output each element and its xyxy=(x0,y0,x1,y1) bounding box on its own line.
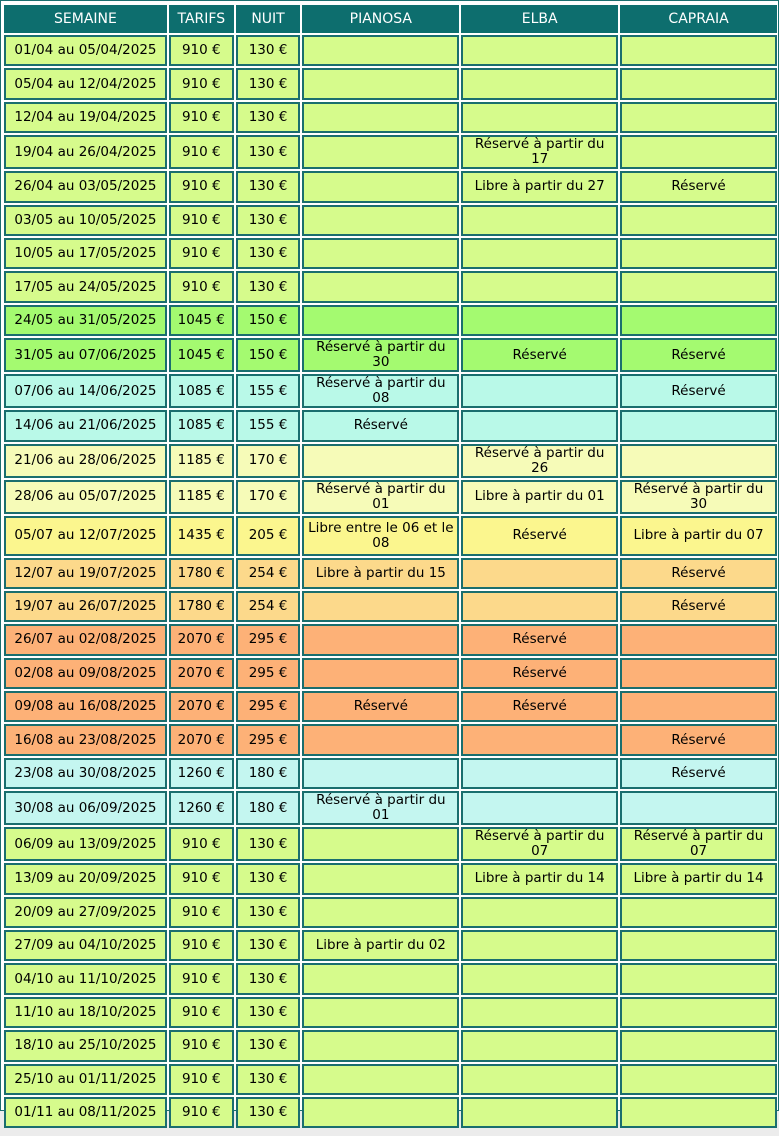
cell-tarif: 910 € xyxy=(169,205,234,236)
cell-week: 10/05 au 17/05/2025 xyxy=(4,238,167,269)
table-row xyxy=(4,791,777,825)
cell-nuit: 130 € xyxy=(236,1064,301,1095)
cell-pianosa: Libre entre le 06 et le 08 xyxy=(302,516,459,556)
cell-week: 14/06 au 21/06/2025 xyxy=(4,410,167,441)
table-row xyxy=(4,558,777,589)
cell-week: 06/09 au 13/09/2025 xyxy=(4,827,167,861)
cell-elba: Réservé xyxy=(461,691,618,722)
cell-pianosa xyxy=(302,624,459,655)
cell-nuit: 295 € xyxy=(236,691,301,722)
cell-tarif: 1260 € xyxy=(169,791,234,825)
cell-pianosa xyxy=(302,1097,459,1128)
cell-elba xyxy=(461,205,618,236)
cell-week: 12/04 au 19/04/2025 xyxy=(4,102,167,133)
cell-tarif: 910 € xyxy=(169,997,234,1028)
table-row xyxy=(4,1097,777,1128)
cell-elba: Libre à partir du 14 xyxy=(461,863,618,894)
cell-pianosa: Réservé à partir du 01 xyxy=(302,791,459,825)
table-row xyxy=(4,171,777,202)
cell-pianosa xyxy=(302,897,459,928)
table-row xyxy=(4,624,777,655)
header-pianosa: PIANOSA xyxy=(302,5,459,33)
cell-nuit: 295 € xyxy=(236,724,301,755)
cell-capraia xyxy=(620,410,777,441)
cell-nuit: 130 € xyxy=(236,827,301,861)
cell-week: 05/07 au 12/07/2025 xyxy=(4,516,167,556)
cell-week: 19/04 au 26/04/2025 xyxy=(4,135,167,169)
header-row xyxy=(4,5,777,33)
cell-tarif: 1185 € xyxy=(169,444,234,478)
cell-nuit: 130 € xyxy=(236,997,301,1028)
cell-elba xyxy=(461,963,618,994)
cell-elba: Libre à partir du 01 xyxy=(461,480,618,514)
cell-nuit: 130 € xyxy=(236,963,301,994)
cell-nuit: 130 € xyxy=(236,171,301,202)
table-row xyxy=(4,444,777,478)
cell-elba: Libre à partir du 27 xyxy=(461,171,618,202)
cell-week: 04/10 au 11/10/2025 xyxy=(4,963,167,994)
cell-capraia: Réservé à partir du 30 xyxy=(620,480,777,514)
cell-week: 23/08 au 30/08/2025 xyxy=(4,758,167,789)
cell-pianosa xyxy=(302,1064,459,1095)
table-row xyxy=(4,374,777,408)
cell-week: 16/08 au 23/08/2025 xyxy=(4,724,167,755)
table-row xyxy=(4,658,777,689)
cell-tarif: 910 € xyxy=(169,238,234,269)
cell-pianosa xyxy=(302,444,459,478)
cell-capraia: Réservé xyxy=(620,374,777,408)
cell-week: 03/05 au 10/05/2025 xyxy=(4,205,167,236)
cell-tarif: 910 € xyxy=(169,827,234,861)
cell-tarif: 1260 € xyxy=(169,758,234,789)
cell-capraia xyxy=(620,305,777,336)
cell-week: 17/05 au 24/05/2025 xyxy=(4,271,167,302)
cell-elba: Réservé xyxy=(461,516,618,556)
cell-elba xyxy=(461,724,618,755)
table-row xyxy=(4,305,777,336)
table-row xyxy=(4,897,777,928)
cell-elba: Réservé à partir du 17 xyxy=(461,135,618,169)
cell-elba xyxy=(461,1030,618,1061)
cell-pianosa xyxy=(302,171,459,202)
cell-tarif: 1045 € xyxy=(169,338,234,372)
table-row xyxy=(4,205,777,236)
cell-capraia xyxy=(620,1097,777,1128)
cell-tarif: 910 € xyxy=(169,102,234,133)
table-row xyxy=(4,516,777,556)
cell-tarif: 2070 € xyxy=(169,658,234,689)
cell-pianosa xyxy=(302,658,459,689)
cell-capraia xyxy=(620,897,777,928)
cell-capraia xyxy=(620,102,777,133)
cell-elba xyxy=(461,238,618,269)
cell-capraia xyxy=(620,691,777,722)
cell-nuit: 295 € xyxy=(236,624,301,655)
cell-tarif: 910 € xyxy=(169,68,234,99)
cell-nuit: 130 € xyxy=(236,135,301,169)
cell-elba xyxy=(461,897,618,928)
cell-nuit: 150 € xyxy=(236,338,301,372)
cell-nuit: 254 € xyxy=(236,558,301,589)
cell-pianosa xyxy=(302,271,459,302)
cell-week: 05/04 au 12/04/2025 xyxy=(4,68,167,99)
cell-nuit: 130 € xyxy=(236,102,301,133)
cell-tarif: 2070 € xyxy=(169,691,234,722)
cell-nuit: 130 € xyxy=(236,1030,301,1061)
header-nuit: NUIT xyxy=(236,5,301,33)
cell-week: 25/10 au 01/11/2025 xyxy=(4,1064,167,1095)
cell-tarif: 2070 € xyxy=(169,624,234,655)
cell-capraia xyxy=(620,1030,777,1061)
cell-elba xyxy=(461,271,618,302)
cell-elba xyxy=(461,1097,618,1128)
cell-elba xyxy=(461,1064,618,1095)
table-row xyxy=(4,691,777,722)
cell-elba: Réservé xyxy=(461,624,618,655)
cell-week: 31/05 au 07/06/2025 xyxy=(4,338,167,372)
cell-nuit: 155 € xyxy=(236,374,301,408)
cell-capraia xyxy=(620,930,777,961)
table-row xyxy=(4,68,777,99)
cell-capraia xyxy=(620,1064,777,1095)
table-row xyxy=(4,238,777,269)
cell-pianosa: Réservé xyxy=(302,691,459,722)
table-row xyxy=(4,102,777,133)
cell-capraia xyxy=(620,444,777,478)
cell-elba xyxy=(461,997,618,1028)
cell-elba: Réservé xyxy=(461,338,618,372)
cell-capraia xyxy=(620,624,777,655)
table-row xyxy=(4,480,777,514)
cell-pianosa: Réservé xyxy=(302,410,459,441)
cell-tarif: 910 € xyxy=(169,35,234,66)
cell-pianosa: Réservé à partir du 01 xyxy=(302,480,459,514)
table-row xyxy=(4,591,777,622)
cell-pianosa xyxy=(302,758,459,789)
cell-elba xyxy=(461,305,618,336)
cell-nuit: 180 € xyxy=(236,758,301,789)
cell-pianosa xyxy=(302,591,459,622)
cell-capraia xyxy=(620,658,777,689)
cell-week: 01/04 au 05/04/2025 xyxy=(4,35,167,66)
cell-elba xyxy=(461,68,618,99)
table-row xyxy=(4,863,777,894)
cell-week: 01/11 au 08/11/2025 xyxy=(4,1097,167,1128)
cell-week: 13/09 au 20/09/2025 xyxy=(4,863,167,894)
cell-tarif: 910 € xyxy=(169,1064,234,1095)
cell-tarif: 910 € xyxy=(169,930,234,961)
cell-elba xyxy=(461,591,618,622)
cell-nuit: 155 € xyxy=(236,410,301,441)
cell-pianosa xyxy=(302,1030,459,1061)
cell-tarif: 910 € xyxy=(169,171,234,202)
table-row xyxy=(4,135,777,169)
cell-week: 12/07 au 19/07/2025 xyxy=(4,558,167,589)
cell-pianosa xyxy=(302,238,459,269)
table-row xyxy=(4,997,777,1028)
cell-nuit: 205 € xyxy=(236,516,301,556)
cell-elba: Réservé xyxy=(461,658,618,689)
cell-tarif: 1185 € xyxy=(169,480,234,514)
cell-tarif: 1780 € xyxy=(169,558,234,589)
header-elba: ELBA xyxy=(461,5,618,33)
cell-week: 26/07 au 02/08/2025 xyxy=(4,624,167,655)
cell-elba xyxy=(461,410,618,441)
cell-pianosa xyxy=(302,102,459,133)
cell-nuit: 254 € xyxy=(236,591,301,622)
cell-pianosa xyxy=(302,997,459,1028)
cell-capraia xyxy=(620,35,777,66)
cell-nuit: 130 € xyxy=(236,1097,301,1128)
cell-week: 30/08 au 06/09/2025 xyxy=(4,791,167,825)
cell-pianosa xyxy=(302,35,459,66)
table-row xyxy=(4,410,777,441)
cell-week: 11/10 au 18/10/2025 xyxy=(4,997,167,1028)
cell-elba: Réservé à partir du 07 xyxy=(461,827,618,861)
cell-nuit: 130 € xyxy=(236,863,301,894)
cell-nuit: 170 € xyxy=(236,480,301,514)
table-row xyxy=(4,758,777,789)
cell-capraia: Réservé xyxy=(620,724,777,755)
cell-pianosa xyxy=(302,863,459,894)
cell-capraia xyxy=(620,205,777,236)
cell-capraia xyxy=(620,135,777,169)
cell-nuit: 130 € xyxy=(236,930,301,961)
cell-capraia: Libre à partir du 07 xyxy=(620,516,777,556)
table-row xyxy=(4,338,777,372)
cell-capraia: Réservé xyxy=(620,758,777,789)
cell-tarif: 1085 € xyxy=(169,410,234,441)
cell-week: 07/06 au 14/06/2025 xyxy=(4,374,167,408)
cell-tarif: 910 € xyxy=(169,271,234,302)
cell-nuit: 170 € xyxy=(236,444,301,478)
cell-elba: Réservé à partir du 26 xyxy=(461,444,618,478)
cell-nuit: 130 € xyxy=(236,68,301,99)
table-row xyxy=(4,724,777,755)
cell-tarif: 910 € xyxy=(169,1097,234,1128)
cell-capraia xyxy=(620,271,777,302)
table-row xyxy=(4,35,777,66)
cell-capraia xyxy=(620,791,777,825)
cell-nuit: 150 € xyxy=(236,305,301,336)
cell-nuit: 295 € xyxy=(236,658,301,689)
cell-nuit: 130 € xyxy=(236,35,301,66)
cell-elba xyxy=(461,930,618,961)
table-row xyxy=(4,930,777,961)
table-row xyxy=(4,1030,777,1061)
cell-pianosa: Réservé à partir du 30 xyxy=(302,338,459,372)
cell-elba xyxy=(461,102,618,133)
cell-pianosa xyxy=(302,963,459,994)
cell-pianosa xyxy=(302,135,459,169)
cell-pianosa xyxy=(302,827,459,861)
cell-week: 21/06 au 28/06/2025 xyxy=(4,444,167,478)
cell-week: 02/08 au 09/08/2025 xyxy=(4,658,167,689)
cell-tarif: 910 € xyxy=(169,963,234,994)
header-week: SEMAINE xyxy=(4,5,167,33)
cell-week: 26/04 au 03/05/2025 xyxy=(4,171,167,202)
cell-tarif: 2070 € xyxy=(169,724,234,755)
cell-nuit: 130 € xyxy=(236,271,301,302)
header-tarif: TARIFS xyxy=(169,5,234,33)
cell-tarif: 1045 € xyxy=(169,305,234,336)
cell-tarif: 910 € xyxy=(169,863,234,894)
cell-week: 24/05 au 31/05/2025 xyxy=(4,305,167,336)
cell-pianosa: Libre à partir du 02 xyxy=(302,930,459,961)
cell-elba xyxy=(461,791,618,825)
cell-elba xyxy=(461,558,618,589)
cell-capraia: Réservé xyxy=(620,591,777,622)
cell-capraia xyxy=(620,68,777,99)
cell-capraia: Réservé à partir du 07 xyxy=(620,827,777,861)
cell-capraia: Réservé xyxy=(620,171,777,202)
table-row xyxy=(4,1064,777,1095)
cell-capraia: Réservé xyxy=(620,558,777,589)
cell-week: 18/10 au 25/10/2025 xyxy=(4,1030,167,1061)
cell-nuit: 180 € xyxy=(236,791,301,825)
cell-nuit: 130 € xyxy=(236,897,301,928)
cell-tarif: 910 € xyxy=(169,1030,234,1061)
cell-pianosa: Libre à partir du 15 xyxy=(302,558,459,589)
cell-capraia xyxy=(620,238,777,269)
cell-capraia: Réservé xyxy=(620,338,777,372)
cell-pianosa xyxy=(302,205,459,236)
cell-pianosa xyxy=(302,724,459,755)
table-row xyxy=(4,963,777,994)
cell-week: 09/08 au 16/08/2025 xyxy=(4,691,167,722)
cell-tarif: 1435 € xyxy=(169,516,234,556)
cell-elba xyxy=(461,758,618,789)
cell-capraia xyxy=(620,963,777,994)
cell-week: 28/06 au 05/07/2025 xyxy=(4,480,167,514)
cell-tarif: 1085 € xyxy=(169,374,234,408)
cell-elba xyxy=(461,35,618,66)
table-row xyxy=(4,271,777,302)
cell-tarif: 1780 € xyxy=(169,591,234,622)
cell-pianosa xyxy=(302,305,459,336)
cell-week: 20/09 au 27/09/2025 xyxy=(4,897,167,928)
cell-pianosa xyxy=(302,68,459,99)
cell-pianosa: Réservé à partir du 08 xyxy=(302,374,459,408)
cell-elba xyxy=(461,374,618,408)
cell-tarif: 910 € xyxy=(169,897,234,928)
cell-week: 19/07 au 26/07/2025 xyxy=(4,591,167,622)
cell-week: 27/09 au 04/10/2025 xyxy=(4,930,167,961)
cell-tarif: 910 € xyxy=(169,135,234,169)
availability-table xyxy=(2,3,779,1130)
table-row xyxy=(4,827,777,861)
cell-capraia: Libre à partir du 14 xyxy=(620,863,777,894)
cell-nuit: 130 € xyxy=(236,205,301,236)
cell-capraia xyxy=(620,997,777,1028)
header-capraia: CAPRAIA xyxy=(620,5,777,33)
cell-nuit: 130 € xyxy=(236,238,301,269)
